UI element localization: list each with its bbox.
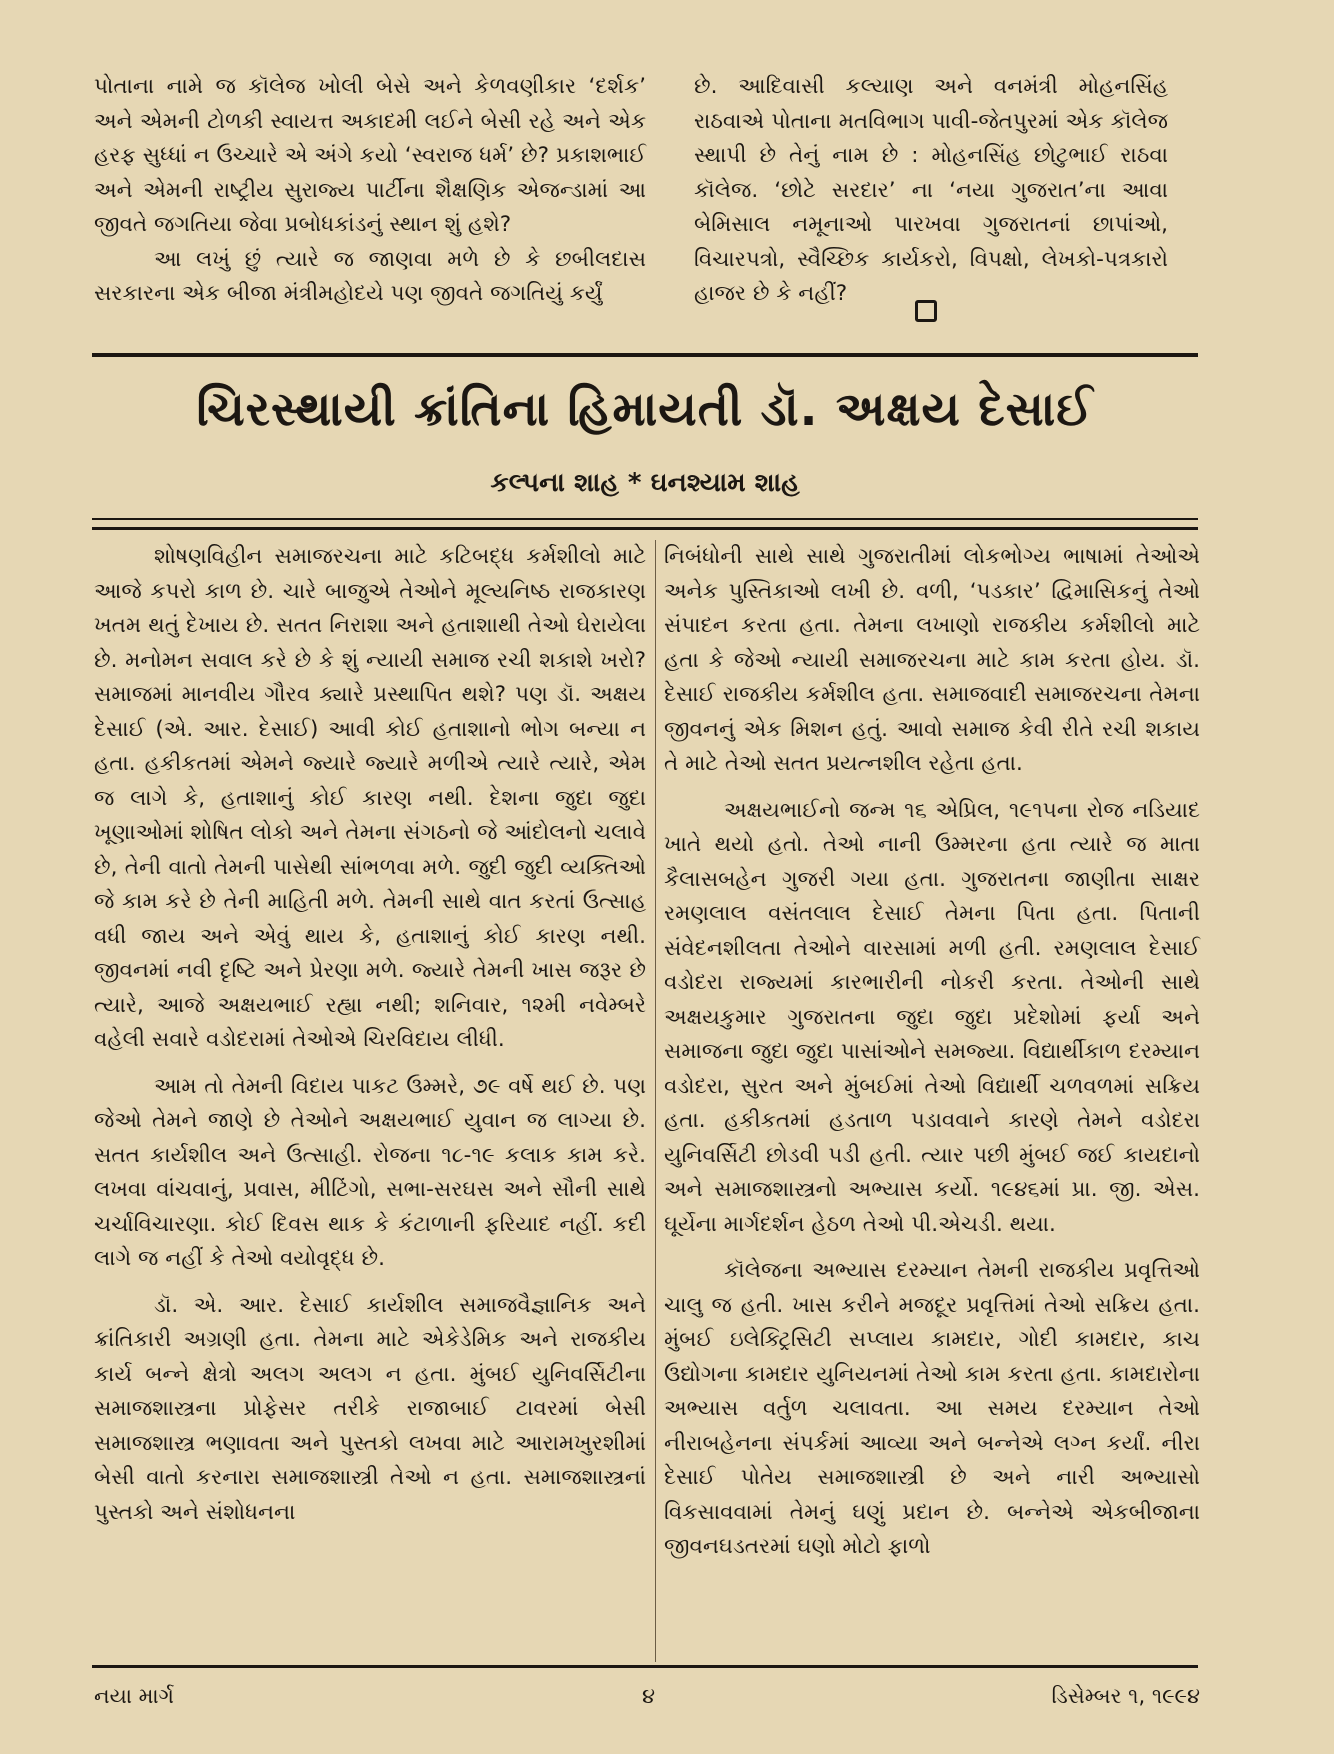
article-title: ચિરસ્થાયી ક્રાંતિના હિમાયતી ડૉ. અક્ષય દેસાઈ — [196, 382, 1094, 437]
article-left-column — [94, 540, 646, 1530]
top-left-column — [94, 70, 646, 312]
footer-issue-date: ડિસેમ્બર ૧, ૧૯૯૪ — [1051, 1684, 1200, 1708]
article-right-paragraph-2: અક્ષયભાઈનો જન્મ ૧૬ એપ્રિલ, ૧૯૧૫ના રોજ નડિયાદ ખાતે થયો હતો. તેઓ નાની ઉમ્મરના હતા ત્યારે જ માતા કૈલાસબહેન ગુજરી ગયા હતા. ગુજરાતના જાણીતા સાક્ષર રમણલાલ વસંતલાલ દેસાઈ તેમના પિતા હતા. પિતાની સંવેદનશીલતા તેઓને વારસામાં મળી હતી. રમણલાલ દેસાઈ વડોદરા રાજ્યમાં કારભારીની નોકરી કરતા. તેઓની સાથે અક્ષયકુમાર ગુજરાતના જુદા જુદા પ્રદેશોમાં ફર્યા અને સમાજના જુદા જુદા પાસાંઓને સમજ્યા. વિદ્યાર્થીકાળ દરમ્યાન વડોદરા, સુરત અને મુંબઈમાં તેઓ વિદ્યાર્થી ચળવળમાં સક્રિય હતા. હકીકતમાં હડતાળ પડાવવાને કારણે તેમને વડોદરા યુનિવર્સિટી છોડવી પડી હતી. ત્યાર પછી મુંબઈ જઈ કાયદાનો અને સમાજશાસ્ત્રનો અભ્યાસ કર્યો. ૧૯૪૬માં પ્રા. જી. એસ. ઘૂર્યેના માર્ગદર્શન હેઠળ તેઓ પી.એચડી. થયા. — [664, 797, 1200, 1237]
column-divider — [655, 540, 656, 1662]
footer-page-number: ૪ — [642, 1684, 656, 1708]
top-right-paragraph-1: છે. આદિવાસી કલ્યાણ અને વનમંત્રી મોહનસિંહ રાઠવાએ પોતાના મતવિભાગ પાવી-જેતપુરમાં એક કૉલેજ સ્થાપી છે તેનું નામ છે : મોહનસિંહ છોટુભાઈ રાઠવા કૉલેજ. ‘છોટે સરદાર’ ના ‘નયા ગુજરાત’ના આવા બેમિસાલ નમૂનાઓ પારખવા ગુજરાતનાં છાપાંઓ, વિચારપત્રો, સ્વૈચ્છિક કાર્યકરો, વિપક્ષો, લેખકો-પત્રકારો હાજર છે કે નહીં? — [694, 74, 1168, 306]
section-divider-thick — [92, 527, 1198, 530]
article-left-paragraph-1: શોષણવિહીન સમાજરચના માટે કટિબદ્ધ કર્મશીલો માટે આજે કપરો કાળ છે. ચારે બાજુએ તેઓને મૂલ્યનિષ્ઠ રાજકારણ ખતમ થતું દેખાય છે. સતત નિરાશા અને હતાશાથી તેઓ ઘેરાયેલા છે. મનોમન સવાલ કરે છે કે શું ન્યાયી સમાજ રચી શકાશે ખરો? સમાજમાં માનવીય ગૌરવ ક્યારે પ્રસ્થાપિત થશે? પણ ડૉ. અક્ષય દેસાઈ (એ. આર. દેસાઈ) આવી કોઈ હતાશાનો ભોગ બન્યા ન હતા. હકીકતમાં એમને જ્યારે જ્યારે મળીએ ત્યારે ત્યારે, એમ જ લાગે કે, હતાશાનું કોઈ કારણ નથી. દેશના જુદા જુદા ખૂણાઓમાં શોષિત લોકો અને તેમના સંગઠનો જે આંદોલનો ચલાવે છે, તેની વાતો તેમની પાસેથી સાંભળવા મળે. જુદી જુદી વ્યક્તિઓ જે કામ કરે છે તેની માહિતી મળે. તેમની સાથે વાત કરતાં ઉત્સાહ વધી જાય અને એવું થાય કે, હતાશાનું કોઈ કારણ નથી. જીવનમાં નવી દૃષ્ટિ અને પ્રેરણા મળે. જ્યારે તેમની ખાસ જરૂર છે ત્યારે, આજે અક્ષયભાઈ રહ્યા નથી; શનિવાર, ૧૨મી નવેમ્બરે વહેલી સવારે વડોદરામાં તેઓએ ચિરવિદાય લીધી. — [94, 544, 646, 1052]
footer-divider — [92, 1665, 1198, 1668]
top-right-column — [694, 70, 1168, 312]
section-divider-thin — [92, 518, 1198, 520]
article-right-paragraph-1: નિબંધોની સાથે સાથે ગુજરાતીમાં લોકભોગ્ય ભાષામાં તેઓએ અનેક પુસ્તિકાઓ લખી છે. વળી, ‘પડકાર’ દ્વિમાસિકનું તેઓ સંપાદન કરતા હતા. તેમના લખાણો રાજકીય કર્મશીલો માટે હતા કે જેઓ ન્યાયી સમાજરચના માટે કામ કરતા હોય. ડૉ. દેસાઈ રાજકીય કર્મશીલ હતા. સમાજવાદી સમાજરચના તેમના જીવનનું એક મિશન હતું. આવો સમાજ કેવી રીતે રચી શકાય તે માટે તેઓ સતત પ્રયત્નશીલ રહેતા હતા. — [664, 544, 1200, 776]
end-of-article-mark — [915, 300, 937, 322]
top-left-paragraph-2: આ લખું છું ત્યારે જ જાણવા મળે છે કે છબીલદાસ સરકારના એક બીજા મંત્રીમહોદયે પણ જીવતે જગતિયું કર્યું — [94, 246, 646, 306]
article-byline: કલ્પના શાહ * ઘનશ્યામ શાહ — [490, 468, 800, 498]
section-divider-top — [92, 353, 1198, 357]
article-right-paragraph-3: કૉલેજના અભ્યાસ દરમ્યાન તેમની રાજકીય પ્રવૃત્તિઓ ચાલુ જ હતી. ખાસ કરીને મજદૂર પ્રવૃત્તિમાં તેઓ સક્રિય હતા. મુંબઈ ઇલેક્ટ્રિસિટી સપ્લાય કામદાર, ગોદી કામદાર, કાચ ઉદ્યોગના કામદાર યુનિયનમાં તેઓ કામ કરતા હતા. કામદારોના અભ્યાસ વર્તુળ ચલાવતા. આ સમય દરમ્યાન તેઓ નીરાબહેનના સંપર્કમાં આવ્યા અને બન્નેએ લગ્ન કર્યાં. નીરા દેસાઈ પોતેય સમાજશાસ્ત્રી છે અને નારી અભ્યાસો વિકસાવવામાં તેમનું ઘણું પ્રદાન છે. બન્નેએ એકબીજાના જીવનઘડતરમાં ઘણો મોટો ફાળો — [664, 1258, 1200, 1559]
top-left-paragraph-1: પોતાના નામે જ કૉલેજ ખોલી બેસે અને કેળવણીકાર ‘દર્શક’ અને એમની ટોળકી સ્વાયત્ત અકાદમી લઈને બેસી રહે અને એક હરફ સુધ્ધાં ન ઉચ્ચારે એ અંગે કયો ‘સ્વરાજ ધર્મ’ છે? પ્રકાશભાઈ અને એમની રાષ્ટ્રીય સુરાજ્ય પાર્ટીના શૈક્ષણિક એજન્ડામાં આ જીવતે જગતિયા જેવા પ્રબોધકાંડનું સ્થાન શું હશે? — [94, 74, 646, 237]
footer-magazine-name: નયા માર્ગ — [94, 1684, 174, 1708]
article-left-paragraph-3: ડૉ. એ. આર. દેસાઈ કાર્યશીલ સમાજવૈજ્ઞાનિક અને ક્રાંતિકારી અગ્રણી હતા. તેમના માટે એકેડેમિક અને રાજકીય કાર્ય બન્ને ક્ષેત્રો અલગ અલગ ન હતા. મુંબઈ યુનિવર્સિટીના સમાજશાસ્ત્રના પ્રોફેસર તરીકે રાજાબાઈ ટાવરમાં બેસી સમાજશાસ્ત્ર ભણાવતા અને પુસ્તકો લખવા માટે આરામખુરશીમાં બેસી વાતો કરનારા સમાજશાસ્ત્રી તેઓ ન હતા. સમાજશાસ્ત્રનાં પુસ્તકો અને સંશોધનના — [94, 1292, 646, 1525]
article-left-paragraph-2: આમ તો તેમની વિદાય પાકટ ઉમ્મરે, ૭૯ વર્ષે થઈ છે. પણ જેઓ તેમને જાણે છે તેઓને અક્ષયભાઈ યુવાન જ લાગ્યા છે. સતત કાર્યશીલ અને ઉત્સાહી. રોજના ૧૮-૧૯ કલાક કામ કરે. લખવા વાંચવાનું, પ્રવાસ, મીટિંગો, સભા-સરઘસ અને સૌની સાથે ચર્ચાવિચારણા. કોઈ દિવસ થાક કે કંટાળાની ફરિયાદ નહીં. કદી લાગે જ નહીં કે તેઓ વયોવૃદ્ધ છે. — [94, 1073, 646, 1271]
article-right-column — [664, 540, 1200, 1565]
